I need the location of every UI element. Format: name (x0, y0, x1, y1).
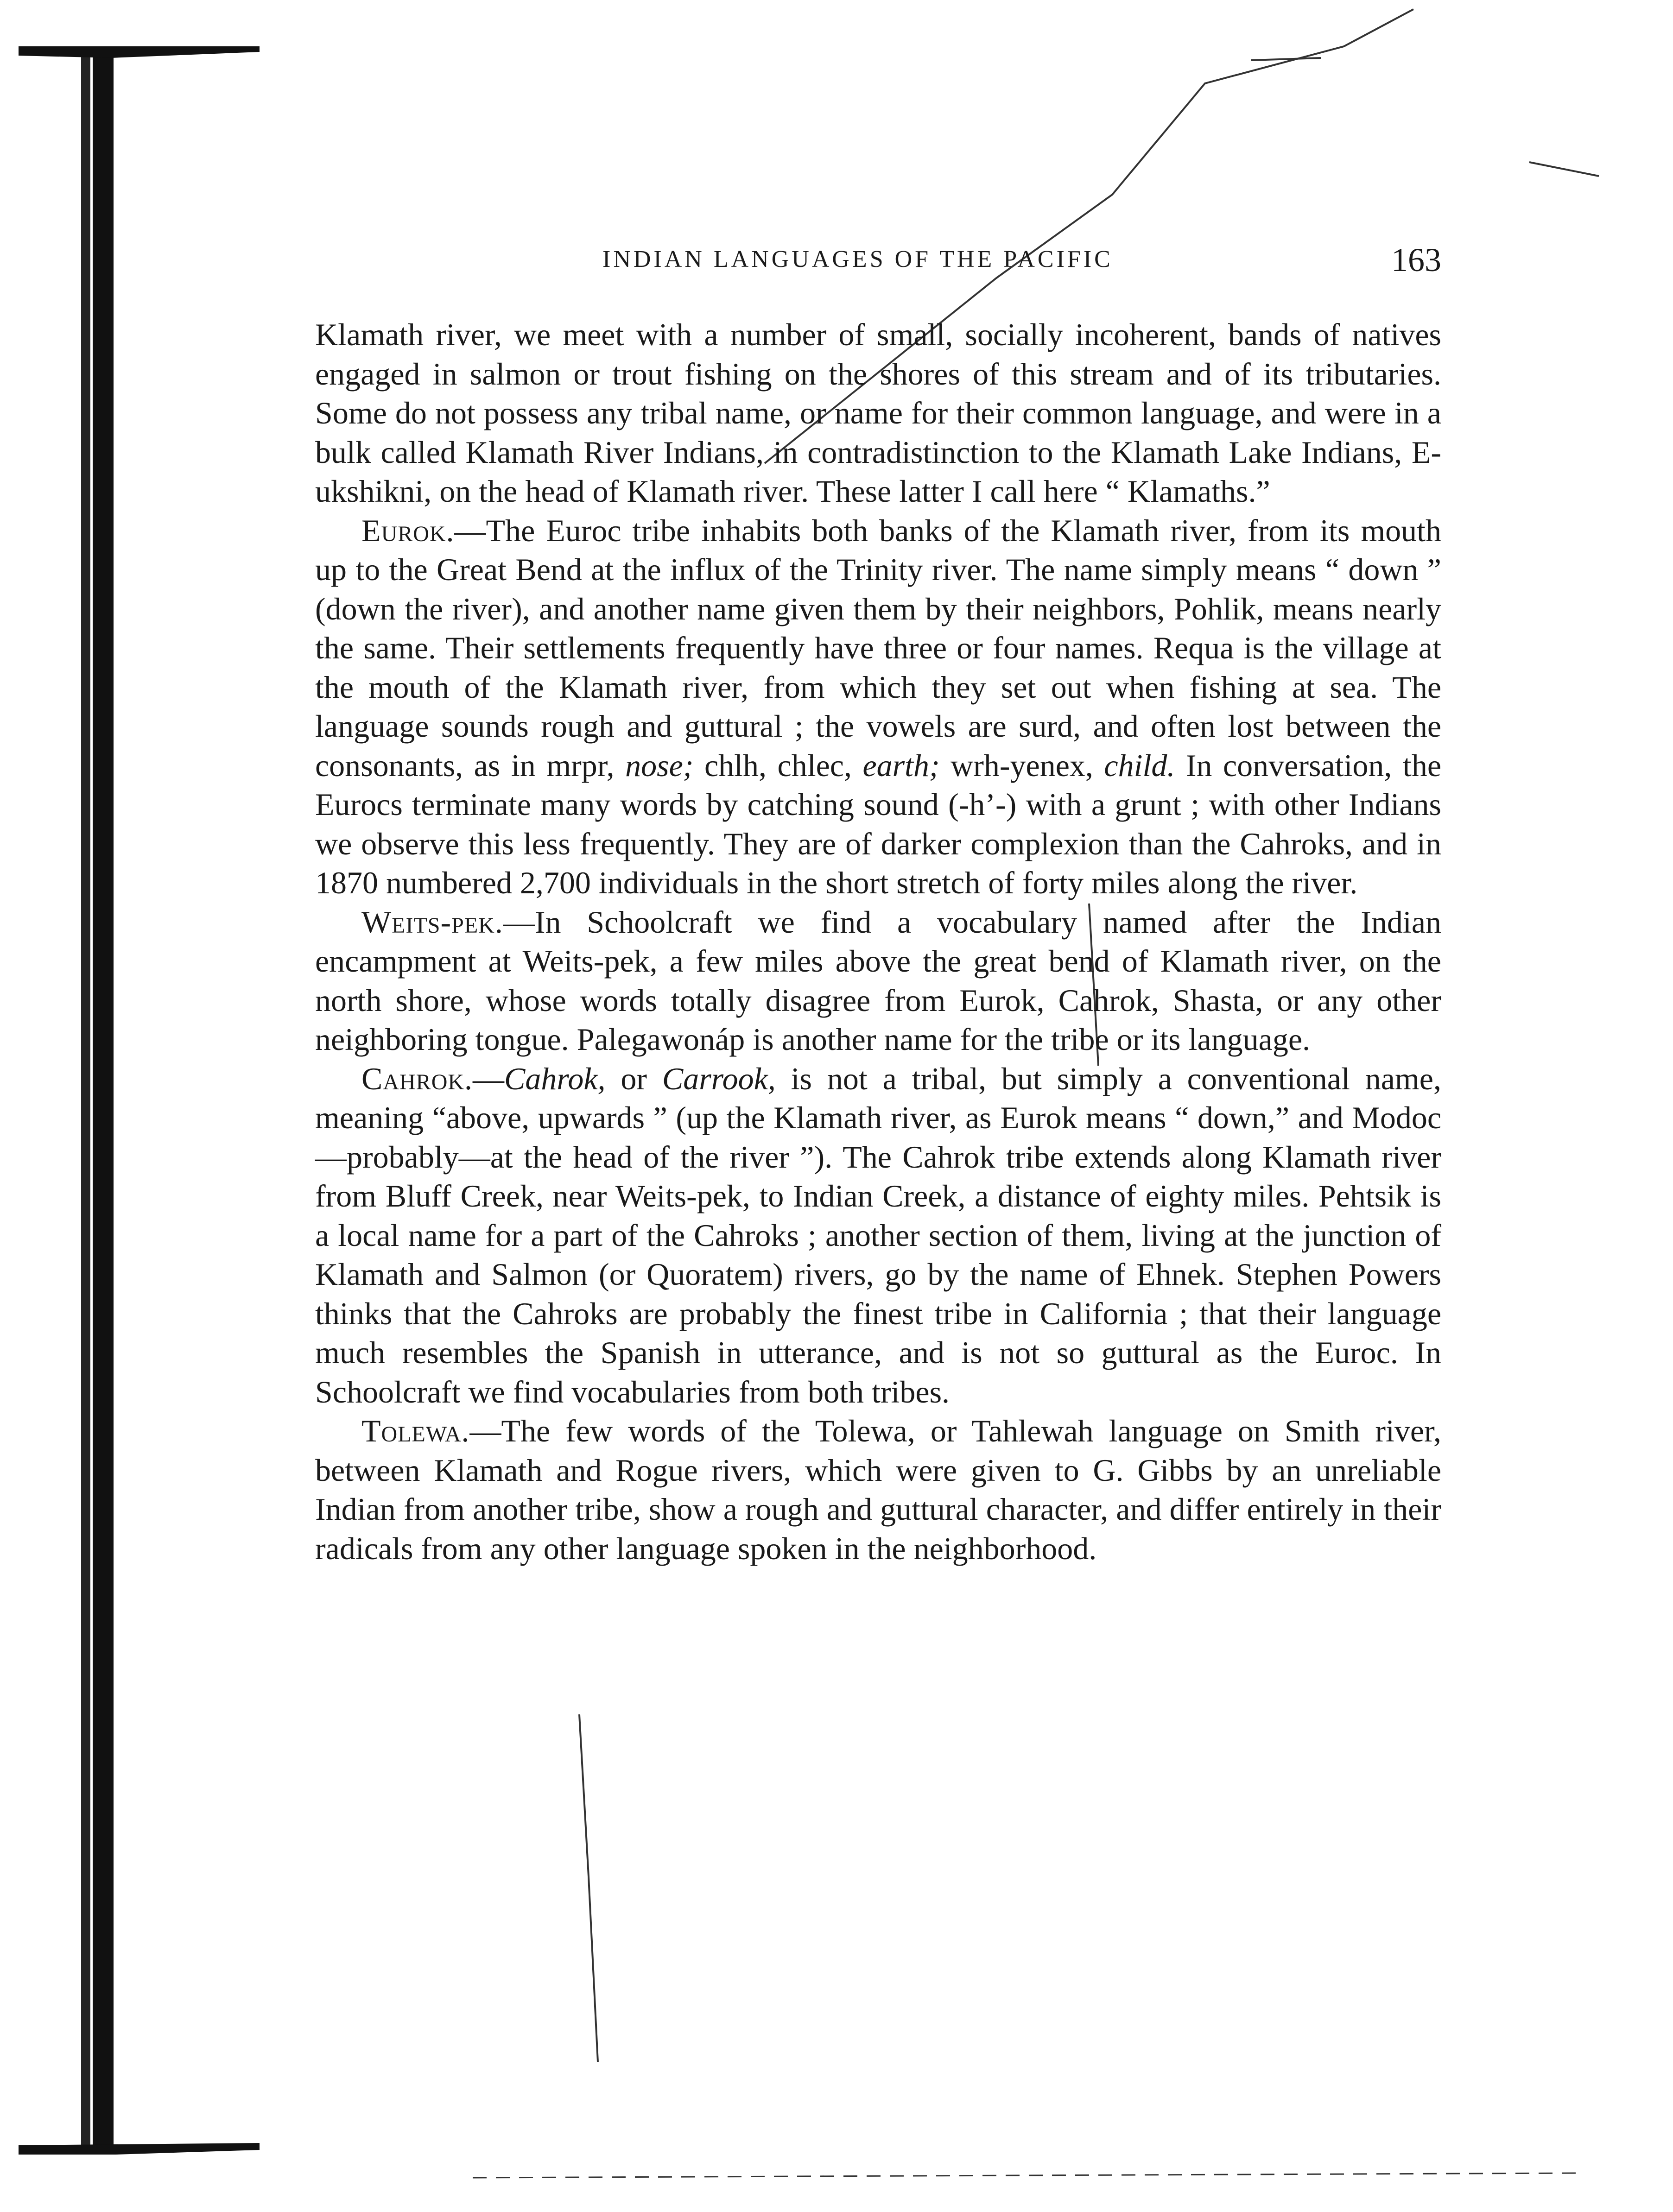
paragraph-intro: Klamath river, we meet with a number of small, socially incoherent, bands of natives engaged in salmon or trout fishing on the shores of this stream and of its tributaries. Some do not possess any tribal name, or name for their common language, and were in a bulk called Klamath River Indians, in contradistinction to the Klamath Lake Indians, E-ukshikni, on the head of Klamath river. These latter I call here “ Klamaths.” (315, 317, 1441, 509)
paragraph-text: is not a tribal, but simply a conventional name, meaning “above, upwards ” (up the Klamath river, as Eurok means “ down,” and Modoc—probably—at the head of the river ”). The Cahrok tribe extends along Klamath river from Bluff Creek, near Weits-pek, to Indian Creek, a distance of eighty miles. Pehtsik is a local name for a part of the Cahroks ; another section of them, living at the junction of Klamath and Salmon (or Quoratem) rivers, go by the name of Ehnek. Stephen Powers thinks that the Cahroks are probably the finest tribe in California ; that their language much resembles the Spanish in utterance, and is not so guttural as the Euroc. In Schoolcraft we find vocabularies from both tribes. (315, 1061, 1441, 1409)
paragraph-text: wrh-yenex, (939, 747, 1104, 783)
section-heading-tolewa: Tolewa. (361, 1413, 470, 1448)
section-heading-weits-pek: Weits-pek. (361, 904, 503, 940)
paragraph-eurok (315, 511, 1441, 903)
paragraph-text: —The Euroc tribe inhabits both banks of the Klamath river, from its mouth up to the Great Bend at the influx of the Trinity river. The name simply means “ down ” (down the river), and another name given them by their neighbors, Pohlik, means nearly the same. Their settlements frequently have three or four names. Requa is the village at the mouth of the Klamath river, from which they set out when fishing at sea. The language sounds rough and guttural ; the vowels are surd, and often lost between the consonants, as in mrpr, (315, 512, 1441, 783)
paragraph-text: or (605, 1061, 662, 1096)
section-heading-eurok: Eurok. (361, 512, 455, 548)
paragraph-text: —The few words of the Tolewa, or Tahlewah language on Smith river, between Klamath and Rogue rivers, which were given to G. Gibbs by an unreliable Indian from another tribe, show a rough and guttural character, and differ entirely in their radicals from any other language spoken in the neighborhood. (315, 1413, 1441, 1566)
running-title: INDIAN LANGUAGES OF THE PACIFIC (602, 246, 1113, 272)
book-page (315, 241, 1441, 1568)
italic-term: Carrook, (662, 1061, 776, 1096)
running-head (315, 241, 1441, 287)
italic-term: nose; (625, 747, 694, 783)
paragraph-text: —In Schoolcraft we find a vocabulary named after the Indian encampment at Weits-pek, a few miles above the great bend of Klamath river, on the north shore, whose words totally disagree from Eurok, Cahrok, Shasta, or any other neighboring tongue. Palegawonáp is another name for the tribe or its language. (315, 904, 1441, 1057)
paragraph-text: — (473, 1061, 505, 1096)
binding-bar (19, 46, 260, 2155)
paragraph-cahrok (315, 1059, 1441, 1412)
paragraph-tolewa (315, 1411, 1441, 1568)
italic-term: child. (1104, 747, 1175, 783)
body-text (315, 315, 1441, 1568)
page-number: 163 (1391, 241, 1441, 278)
paragraph-text: chlh, chlec, (693, 747, 863, 783)
section-heading-cahrok: Cahrok. (361, 1061, 473, 1096)
paragraph-text: In conversation, the Eurocs terminate many words by catching sound (-h’-) with a grunt ; with other Indians we observe this less frequently. They are of darker complexion than the Cahroks, and in 1870 numbered 2,700 individuals in the short stretch of forty miles along the river. (315, 747, 1441, 900)
italic-term: earth; (862, 747, 940, 783)
italic-term: Cahrok, (504, 1061, 606, 1096)
paragraph-weits-pek (315, 903, 1441, 1059)
